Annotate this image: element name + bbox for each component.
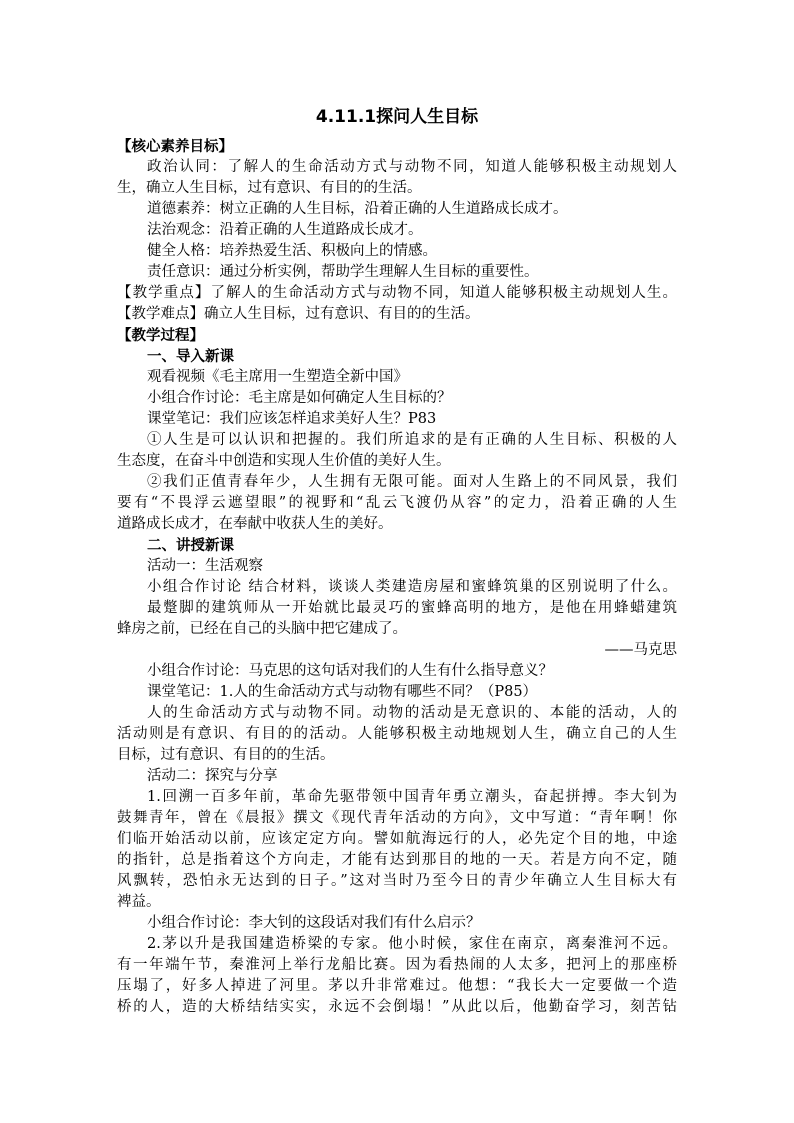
paragraph-line: 【教学重点】了解人的生命活动方式与动物不同，知道人能够积极主动规划人生。	[117, 285, 677, 301]
paragraph-line: 【教学难点】确立人生目标，过有意识、有目的的生活。	[117, 306, 480, 322]
paragraph-line: 要有“不畏浮云遮望眼”的视野和“乱云飞渡仍从容”的定力，沿着正确的人生	[117, 495, 677, 511]
paragraph-line: 责任意识：通过分析实例，帮助学生理解人生目标的重要性。	[147, 264, 539, 280]
paragraph-line: 小组合作讨论：李大钊的这段话对我们有什么启示？	[147, 915, 481, 931]
paragraph-line: 活动一：生活观察	[147, 558, 263, 574]
paragraph-line: 目标，过有意识、有目的的生活。	[117, 747, 335, 763]
page-title: 4.11.1探问人生目标	[315, 107, 479, 127]
paragraph-line: 1.回溯一百多年前，革命先驱带领中国青年勇立潮头，奋起拼搏。李大钊为	[147, 789, 677, 805]
paragraph-line: 风飘转，恐怕永无达到的日子。”这对当时乃至今日的青少年确立人生目标大有	[117, 873, 677, 889]
document-body	[117, 136, 677, 1018]
paragraph-line: 观看视频《毛主席用一生塑造全新中国》	[147, 369, 408, 385]
paragraph-line: 裨益。	[117, 894, 161, 910]
paragraph-line: 健全人格：培养热爱生活、积极向上的情感。	[147, 243, 437, 259]
paragraph-line: 们临开始活动以前，应该定定方向。譬如航海远行的人，必先定个目的地，中途	[117, 831, 677, 847]
paragraph-line: 人的生命活动方式与动物不同。动物的活动是无意识的、本能的活动，人的	[147, 705, 677, 721]
paragraph-line: 活动则是有意识、有目的的活动。人能够积极主动地规划人生，确立自己的人生	[117, 726, 677, 742]
paragraph-line: 桥的人，造的大桥结结实实，永远不会倒塌！”从此以后，他勤奋学习，刻苦钻	[117, 999, 677, 1015]
section-heading: 【核心素养目标】	[117, 138, 233, 155]
paragraph-line: 道路成长成才，在奉献中收获人生的美好。	[117, 516, 393, 532]
paragraph-line: 课堂笔记：1.人的生命活动方式与动物有哪些不同？（P85）	[147, 684, 538, 700]
section-heading: 一、导入新课	[147, 348, 234, 365]
paragraph-line: 2.茅以升是我国建造桥梁的专家。他小时候，家住在南京，离秦淮河不远。	[147, 936, 677, 952]
paragraph-line: 小组合作讨论：马克思的这句话对我们的人生有什么指导意义？	[147, 663, 553, 679]
paragraph-line: 道德素养：树立正确的人生目标，沿着正确的人生道路成长成才。	[147, 201, 568, 217]
paragraph-line: ——马克思	[604, 642, 677, 658]
paragraph-line: 小组合作讨论：毛主席是如何确定人生目标的？	[147, 390, 452, 406]
paragraph-line: 生态度，在奋斗中创造和实现人生价值的美好人生。	[117, 453, 451, 469]
paragraph-line: 生，确立人生目标，过有意识、有目的的生活。	[117, 180, 422, 196]
paragraph-line: 课堂笔记：我们应该怎样追求美好人生？P83	[147, 411, 437, 427]
paragraph-line: 鼓舞青年，曾在《晨报》撰文《现代青年活动的方向》，文中写道：“青年啊！你	[117, 810, 677, 826]
paragraph-line: 的指针，总是指着这个方向走，才能有达到那目的地的一天。若是方向不定，随	[117, 852, 677, 868]
paragraph-line: ①人生是可以认识和把握的。我们所追求的是有正确的人生目标、积极的人	[147, 432, 677, 448]
paragraph-line: 政治认同：了解人的生命活动方式与动物不同，知道人能够积极主动规划人	[147, 159, 677, 175]
paragraph-line: 最蹩脚的建筑师从一开始就比最灵巧的蜜蜂高明的地方，是他在用蜂蜡建筑	[147, 600, 677, 616]
paragraph-line: 小组合作讨论 结合材料，谈谈人类建造房屋和蜜蜂筑巢的区别说明了什么。	[147, 579, 677, 595]
paragraph-line: 活动二：探究与分享	[147, 768, 278, 784]
section-heading: 【教学过程】	[117, 327, 204, 344]
paragraph-line: ②我们正值青春年少，人生拥有无限可能。面对人生路上的不同风景，我们	[147, 474, 677, 490]
paragraph-line: 有一年端午节，秦淮河上举行龙船比赛。因为看热闹的人太多，把河上的那座桥	[117, 957, 677, 973]
paragraph-line: 蜂房之前，已经在自己的头脑中把它建成了。	[117, 621, 407, 637]
paragraph-line: 法治观念：沿着正确的人生道路成长成才。	[147, 222, 423, 238]
paragraph-line: 压塌了，好多人掉进了河里。茅以升非常难过。他想：“我长大一定要做一个造	[117, 978, 677, 994]
section-heading: 二、讲授新课	[147, 537, 234, 554]
